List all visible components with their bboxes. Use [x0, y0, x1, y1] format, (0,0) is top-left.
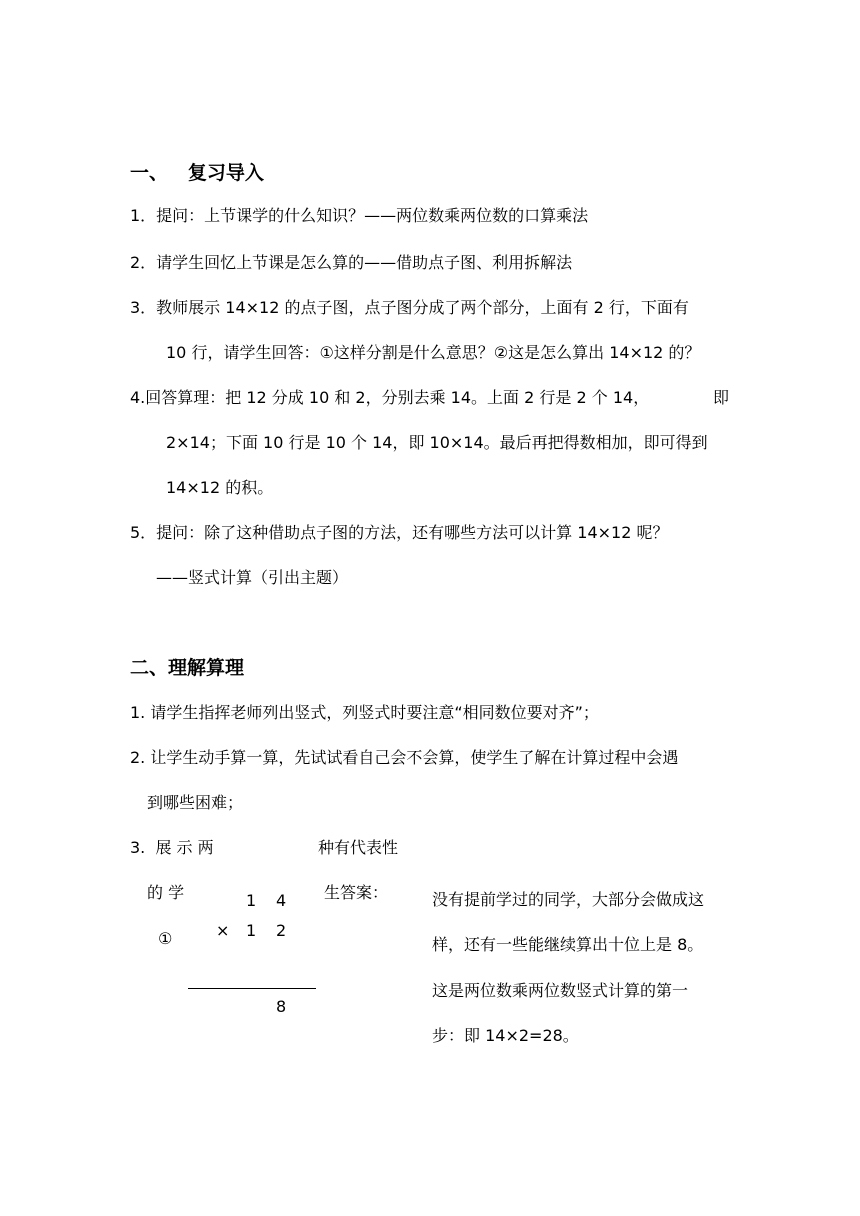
section1-heading: 一、 复习导入: [130, 162, 264, 184]
section2-item-2-line2: 到哪些困难；: [147, 793, 244, 812]
explanation-line-1: 没有提前学过的同学，大部分会做成这: [432, 890, 705, 909]
circled-number-label: ①: [158, 929, 173, 948]
explanation-line-2: 样，还有一些能继续算出十位上是 8。: [432, 935, 704, 954]
calc-row1-ones: 4: [276, 891, 287, 910]
section2-item-3-part-d: 生答案：: [324, 883, 389, 902]
section1-item-4-line1: 4.回答算理：把 12 分成 10 和 2，分别去乘 14。上面 2 行是 2 个 14，: [130, 388, 650, 407]
section2-item-2-line1: 2. 让学生动手算一算，先试试看自己会不会算，使学生了解在计算过程中会遇: [130, 748, 679, 767]
calc-divider-line: [188, 988, 316, 989]
section1-item-4-line2: 2×14；下面 10 行是 10 个 14，即 10×14。最后再把得数相加，即可得到: [166, 433, 708, 452]
explanation-line-4: 步：即 14×2=28。: [432, 1026, 579, 1045]
calc-row2-tens: 1: [246, 921, 257, 940]
section2-item-1: 1. 请学生指挥老师列出竖式，列竖式时要注意“相同数位要对齐”；: [130, 703, 599, 722]
section1-item-3-line1: 3．教师展示 14×12 的点子图，点子图分成了两个部分，上面有 2 行，下面有: [130, 298, 689, 317]
section2-item-3-part-a: 3. 展 示 两: [130, 838, 214, 857]
calc-row2-ones: 2: [276, 921, 287, 940]
calc-row1-tens: 1: [246, 891, 257, 910]
section2-item-3-part-c: 的 学: [147, 883, 185, 902]
section1-item-5-line2: ——竖式计算（引出主题）: [156, 568, 349, 587]
section1-item-2: 2．请学生回忆上节课是怎么算的——借助点子图、利用拆解法: [130, 253, 573, 272]
calc-times-sign: ×: [216, 921, 230, 940]
section2-heading: 二、理解算理: [130, 657, 245, 679]
explanation-line-3: 这是两位数乘两位数竖式计算的第一: [432, 981, 689, 1000]
section1-item-5-line1: 5．提问：除了这种借助点子图的方法，还有哪些方法可以计算 14×12 呢？: [130, 523, 669, 542]
section1-item-4-line1-tail: 即: [713, 388, 730, 407]
section1-item-1: 1．提问：上节课学的什么知识？——两位数乘两位数的口算乘法: [130, 206, 589, 225]
section2-item-3-part-b: 种有代表性: [318, 838, 399, 857]
calc-result: 8: [276, 997, 287, 1016]
section1-item-4-line3: 14×12 的积。: [166, 478, 274, 497]
section1-item-3-line2: 10 行，请学生回答：①这样分割是什么意思？②这是怎么算出 14×12 的？: [166, 343, 701, 362]
